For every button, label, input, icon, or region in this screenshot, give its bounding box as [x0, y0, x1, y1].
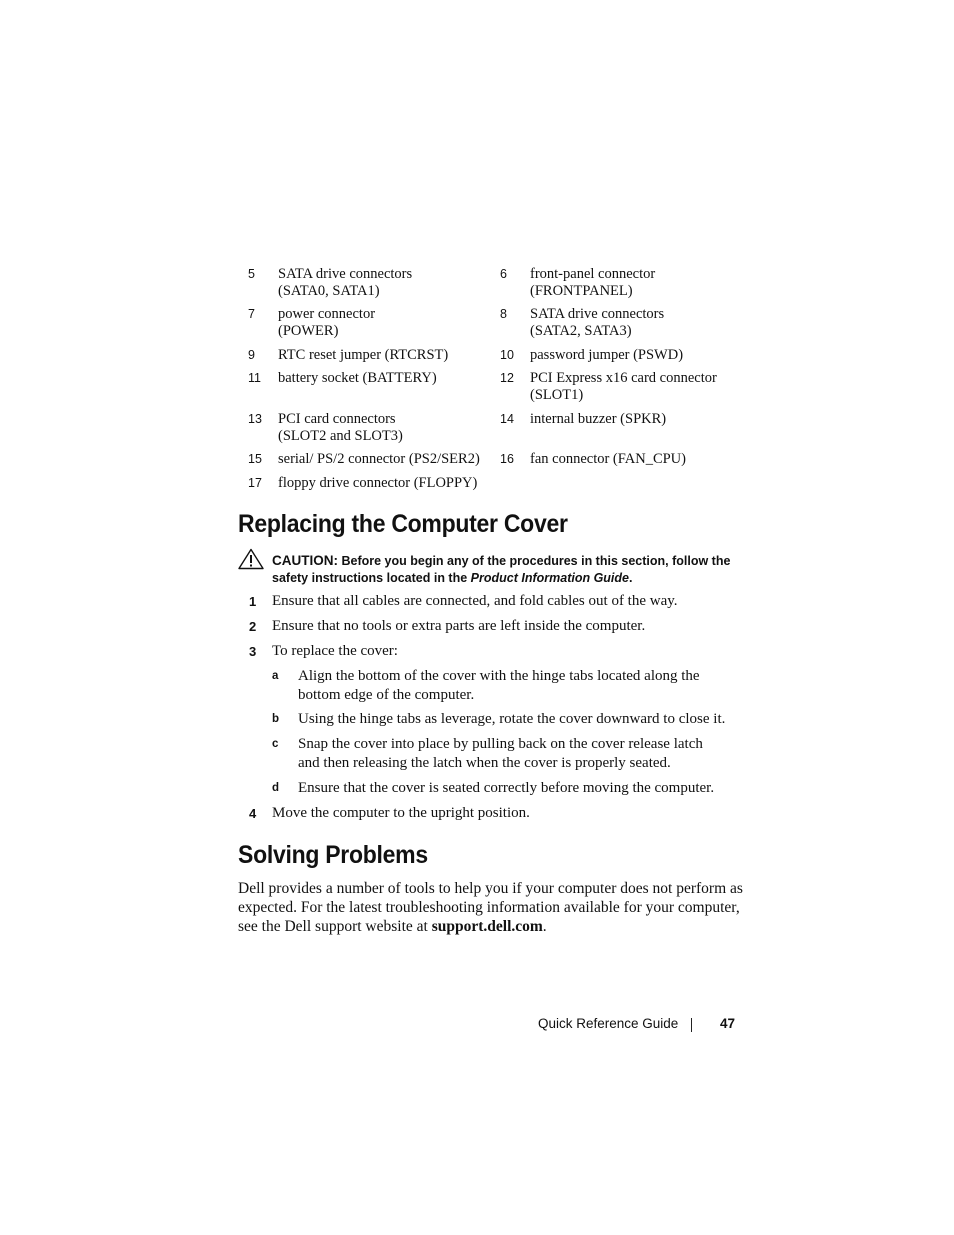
- legend-number: 9: [248, 348, 255, 362]
- legend-number: 15: [248, 452, 262, 466]
- legend-number: 14: [500, 412, 514, 426]
- legend-number: 10: [500, 348, 514, 362]
- caution-end: .: [629, 571, 633, 585]
- document-reference: Product Information Guide: [470, 571, 629, 585]
- substep-text: Snap the cover into place by pulling back on the cover release latch and then releasing the latch when the cover is properly seated.: [298, 736, 703, 771]
- substep-text: Ensure that the cover is seated correctly before moving the computer.: [298, 780, 715, 796]
- step-text: Ensure that all cables are connected, and fold cables out of the way.: [272, 593, 678, 609]
- legend-number: 11: [248, 371, 261, 385]
- legend-label: front-panel connector (FRONTPANEL): [530, 266, 656, 299]
- legend-number: 12: [500, 371, 514, 385]
- substep-letter: a: [272, 670, 279, 682]
- legend-number: 6: [500, 267, 507, 281]
- section-heading-replacing-cover: Replacing the Computer Cover: [238, 510, 568, 538]
- caution-body: Before you begin any of the procedures in this section, follow the safety instructions located in the: [272, 554, 731, 585]
- substep-letter: d: [272, 782, 280, 794]
- caution-label: CAUTION:: [272, 553, 338, 568]
- caution-note: [272, 552, 742, 587]
- paragraph-text: Dell provides a number of tools to help you if your computer does not perform as expected. For the latest troubleshooting information available for your computer, see the Dell support website at: [238, 880, 743, 935]
- legend-number: 17: [248, 476, 262, 490]
- page-number: 47: [720, 1016, 736, 1031]
- legend-label: SATA drive connectors (SATA2, SATA3): [530, 306, 665, 339]
- legend-label: password jumper (PSWD): [530, 347, 684, 363]
- legend-number: 7: [248, 307, 255, 321]
- substep-text: Using the hinge tabs as leverage, rotate the cover downward to close it.: [298, 711, 726, 727]
- legend-number: 16: [500, 452, 514, 466]
- caution-icon: [238, 548, 264, 570]
- step-number: 2: [249, 619, 257, 634]
- legend-label: PCI Express x16 card connector (SLOT1): [530, 370, 717, 403]
- step-number: 4: [249, 806, 257, 821]
- legend-label: battery socket (BATTERY): [278, 370, 437, 386]
- substep-letter: b: [272, 713, 280, 725]
- legend-number: 8: [500, 307, 507, 321]
- section-heading-solving-problems: Solving Problems: [238, 841, 428, 869]
- legend-label: internal buzzer (SPKR): [530, 411, 667, 427]
- footer-divider: [691, 1018, 692, 1032]
- legend-label: PCI card connectors (SLOT2 and SLOT3): [278, 411, 403, 444]
- legend-label: floppy drive connector (FLOPPY): [278, 475, 478, 491]
- legend-number: 5: [248, 267, 255, 281]
- substep-text: Align the bottom of the cover with the hinge tabs located along the bottom edge of the computer.: [298, 668, 700, 703]
- substep-letter: c: [272, 738, 279, 750]
- legend-label: power connector (POWER): [278, 306, 376, 339]
- legend-label: serial/ PS/2 connector (PS2/SER2): [278, 451, 480, 467]
- step-number: 3: [249, 644, 257, 659]
- step-number: 1: [249, 594, 257, 609]
- paragraph-end: .: [542, 918, 547, 935]
- legend-label: fan connector (FAN_CPU): [530, 451, 686, 467]
- solving-problems-paragraph: [238, 879, 743, 936]
- legend-label: RTC reset jumper (RTCRST): [278, 347, 449, 363]
- step-text: To replace the cover:: [272, 643, 398, 659]
- support-website-link[interactable]: support.dell.com: [431, 918, 543, 935]
- legend-number: 13: [248, 412, 262, 426]
- step-text: Ensure that no tools or extra parts are left inside the computer.: [272, 618, 646, 634]
- step-text: Move the computer to the upright position.: [272, 805, 530, 821]
- legend-label: SATA drive connectors (SATA0, SATA1): [278, 266, 413, 299]
- footer-guide-title: Quick Reference Guide: [538, 1016, 679, 1031]
